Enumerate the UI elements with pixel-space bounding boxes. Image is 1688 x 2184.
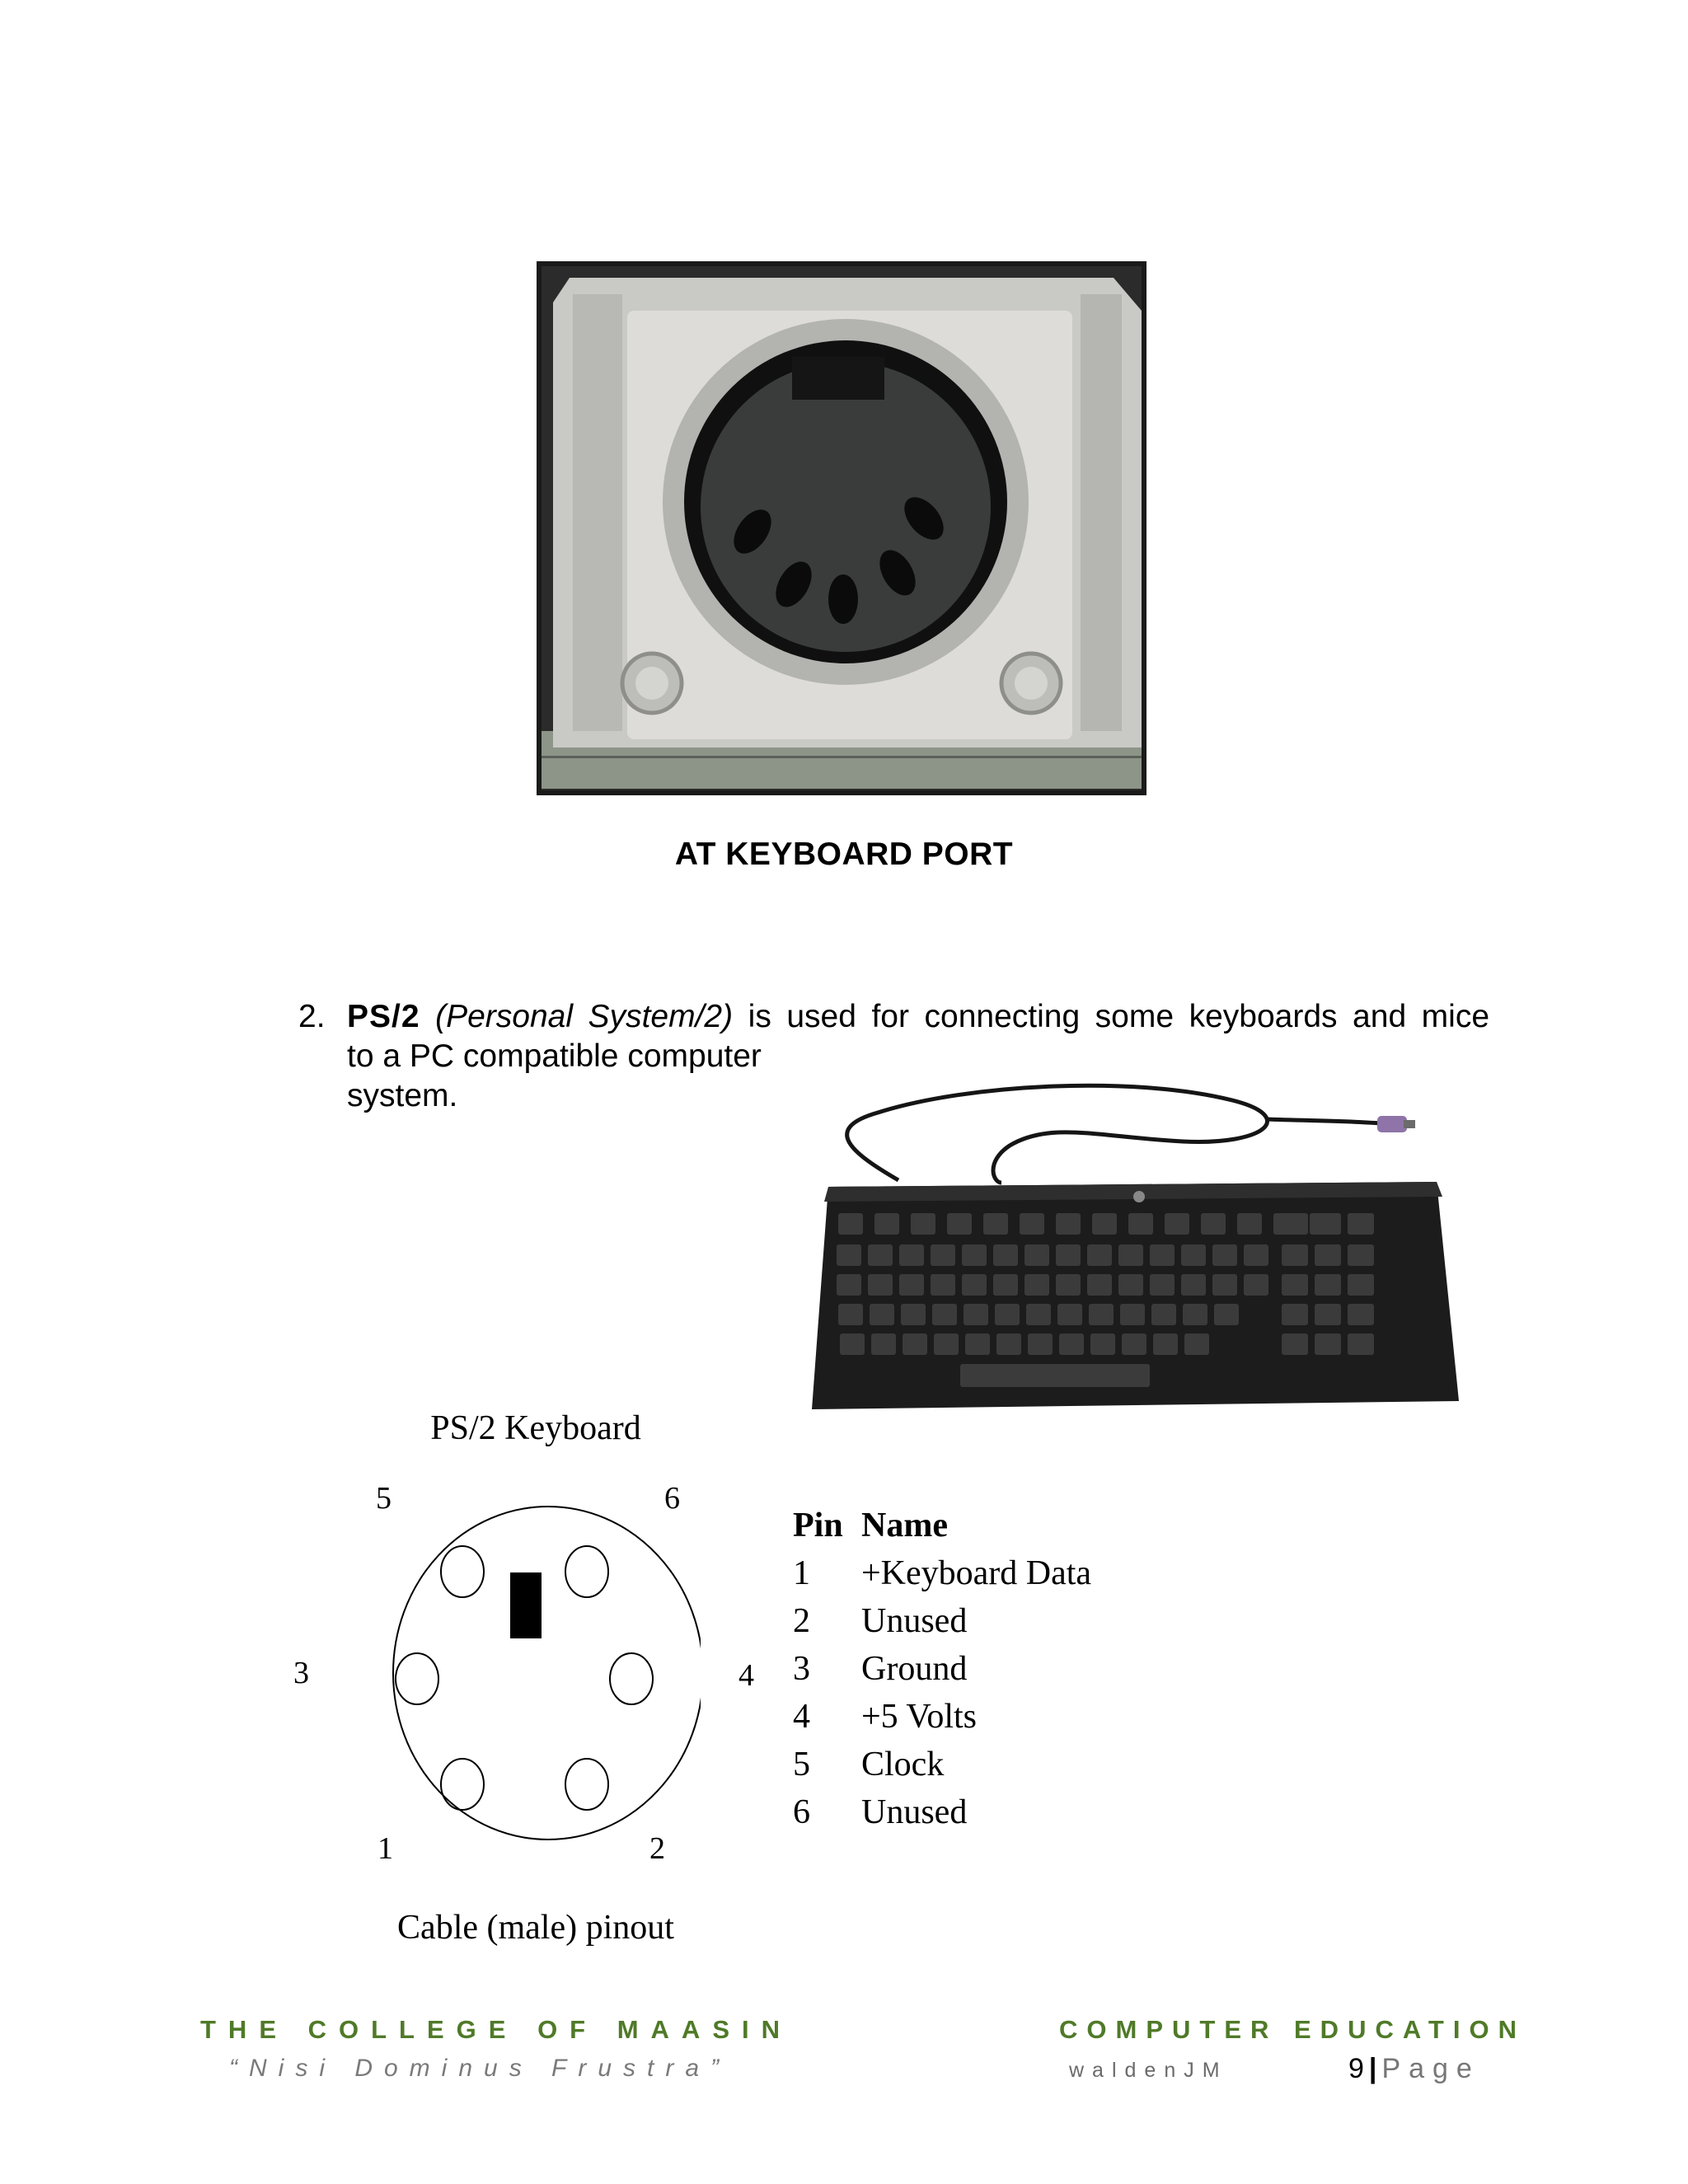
ps2-keyboard-photo xyxy=(804,1080,1467,1418)
footer-motto: “Nisi Dominus Frustra” xyxy=(229,2055,731,2082)
pin-label-3: 3 xyxy=(293,1656,309,1690)
ps2-description-line2: to a PC compatible computer xyxy=(347,1038,762,1074)
list-number: 2. xyxy=(298,999,326,1034)
pin-label-5: 5 xyxy=(376,1481,392,1516)
pinout-caption: Cable (male) pinout xyxy=(397,1909,674,1947)
pinout-title: PS/2 Keyboard xyxy=(430,1409,641,1447)
pin-table-header xyxy=(793,1502,1091,1549)
at-keyboard-port-caption: AT KEYBOARD PORT xyxy=(674,837,1014,872)
pin-name: Ground xyxy=(861,1650,968,1688)
table-row xyxy=(793,1645,1091,1693)
table-row xyxy=(793,1788,1091,1836)
footer-college-name: THE COLLEGE OF MAASIN xyxy=(200,2015,792,2044)
footer-page-indicator xyxy=(1348,2053,1480,2085)
pin-5-hole xyxy=(441,1546,484,1597)
pin-name: +Keyboard Data xyxy=(861,1554,1092,1592)
name-column-header: Name xyxy=(861,1507,948,1544)
table-row xyxy=(793,1693,1091,1741)
pin-4-hole xyxy=(610,1653,653,1704)
at-keyboard-port-photo xyxy=(537,261,1146,795)
pin-label-6: 6 xyxy=(664,1481,680,1516)
pin-number: 5 xyxy=(793,1746,810,1783)
pin-number: 4 xyxy=(793,1698,810,1736)
pin-label-2: 2 xyxy=(649,1831,665,1866)
pin-label-1: 1 xyxy=(377,1831,393,1866)
pin-name: +5 Volts xyxy=(861,1698,978,1736)
ps2-pin-table xyxy=(793,1502,1091,1836)
pin-number: 1 xyxy=(793,1554,810,1592)
pin-name: Unused xyxy=(861,1793,968,1831)
page-separator: | xyxy=(1368,2053,1377,2084)
pin-2-hole xyxy=(565,1759,608,1810)
pin-1-hole xyxy=(441,1759,484,1810)
footer-department: COMPUTER EDUCATION xyxy=(1059,2015,1526,2044)
pin-number: 2 xyxy=(793,1602,810,1640)
ps2-description-line1 xyxy=(347,999,1489,1035)
pin-name: Unused xyxy=(861,1602,968,1640)
ps2-term-expansion: (Personal System/2) xyxy=(435,999,734,1034)
pin-number: 3 xyxy=(793,1650,810,1688)
ps2-pinout-diagram xyxy=(288,1401,701,1961)
ps2-description-text: is used for connecting some keyboards and mice xyxy=(748,999,1490,1034)
ps2-description-line3: system. xyxy=(347,1078,458,1113)
pinout-key-notch xyxy=(510,1572,542,1638)
page-number: 9 xyxy=(1348,2053,1364,2084)
table-row xyxy=(793,1741,1091,1788)
pin-label-4-outside: 4 xyxy=(738,1658,754,1693)
pin-3-hole xyxy=(396,1653,438,1704)
page-label: Page xyxy=(1381,2053,1480,2084)
footer-author: waldenJM xyxy=(1069,2059,1228,2082)
pin-6-hole xyxy=(565,1546,608,1597)
table-row xyxy=(793,1549,1091,1597)
ps2-term: PS/2 xyxy=(347,999,420,1034)
pin-name: Clock xyxy=(861,1746,945,1783)
table-row xyxy=(793,1597,1091,1645)
pin-column-header: Pin xyxy=(793,1507,843,1544)
pin-number: 6 xyxy=(793,1793,810,1831)
